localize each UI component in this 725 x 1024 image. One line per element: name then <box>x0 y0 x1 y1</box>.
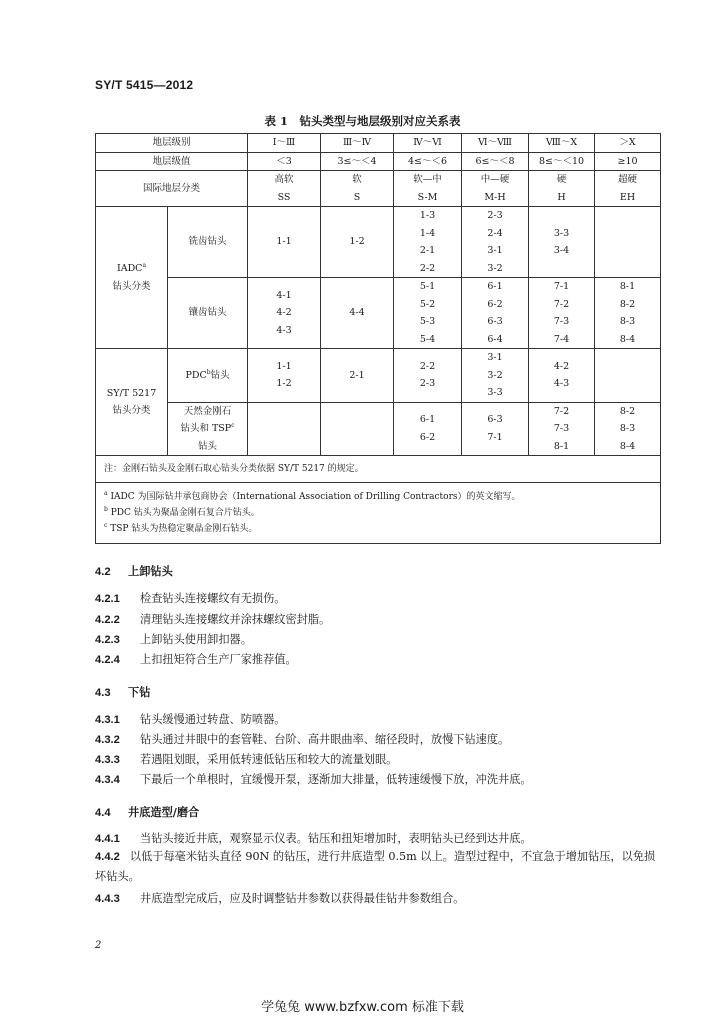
cell-line: 2-3 <box>419 378 436 390</box>
footnote-mark: c <box>231 421 235 429</box>
cell: ＞Ⅹ <box>595 134 661 153</box>
cell-line: 1-4 <box>419 227 436 239</box>
cell <box>394 207 462 278</box>
clause-text: 若遇阻划眼，采用低转速低钻压和较大的流量划眼。 <box>140 753 398 766</box>
cell <box>462 402 529 456</box>
clause-text: 当钻头接近井底，观察显示仪表。钻压和扭矩增加时，表明钻头已经到达井底。 <box>140 832 532 845</box>
cell: 8≤～＜10 <box>529 152 595 171</box>
footnote-mark: b <box>104 506 108 513</box>
cell <box>595 207 661 278</box>
clause <box>95 651 297 667</box>
cell-line: 7-4 <box>553 333 570 345</box>
cell-line: 7-3 <box>553 423 570 434</box>
cell <box>595 278 661 349</box>
cell-line: 3-4 <box>553 245 570 256</box>
clause <box>95 731 509 747</box>
cell-line: 1-2 <box>349 236 365 248</box>
clause-number: 4.2.4 <box>95 654 120 666</box>
cell <box>462 207 529 278</box>
cell-line: 3-1 <box>487 245 503 256</box>
cell-line: 软—中 <box>413 174 442 185</box>
clause <box>95 631 252 647</box>
cell-line: 超硬 <box>618 174 638 185</box>
cell-line: 高软 <box>274 174 294 185</box>
cell <box>248 402 321 456</box>
group-label-iadc <box>96 207 168 349</box>
group-label-line: IADC <box>116 263 143 274</box>
clause-number: 4.2.2 <box>95 614 120 626</box>
clause <box>95 751 397 767</box>
row-pdc <box>96 349 661 403</box>
cell-line: 7-2 <box>553 298 570 310</box>
table-footnotes <box>96 483 661 544</box>
cell-line: 1-2 <box>276 378 292 390</box>
cell-line: 5-2 <box>419 298 436 310</box>
cell-line: 2-3 <box>487 210 503 221</box>
cell-line: SS <box>277 191 291 203</box>
row-label: 国际地层分类 <box>96 171 248 207</box>
cell: 6≤～＜8 <box>462 152 529 171</box>
clause-text: 钻头缓慢通过转盘、防喷器。 <box>140 713 286 726</box>
cell-line: 1-1 <box>276 360 292 372</box>
cell-line: 4-2 <box>276 307 292 319</box>
cell: Ⅲ～Ⅳ <box>321 134 394 153</box>
cell-line: M-H <box>484 191 506 203</box>
footnote-mark: a <box>104 490 108 497</box>
cell-line: 6-4 <box>487 333 503 345</box>
group-label-line: SY/T 5217 <box>106 387 157 399</box>
section-number: 4.2 <box>95 566 111 578</box>
cell-line: 7-3 <box>553 316 570 327</box>
cell-line: 5-3 <box>419 316 436 327</box>
clause-number: 4.3.1 <box>95 714 120 726</box>
clause <box>95 847 660 886</box>
cell <box>248 278 321 349</box>
drill-bit-classification-table <box>95 133 661 544</box>
document-header: SY/T 5415—2012 <box>95 78 194 92</box>
row-formation-level <box>96 134 661 153</box>
footnote-mark: c <box>104 522 108 529</box>
site-footer: 学兔兔 www.bzfxw.com 标准下载 <box>261 1000 464 1015</box>
cell <box>394 171 462 207</box>
cell-line: 2-4 <box>487 227 503 239</box>
cell <box>529 207 595 278</box>
clause-number: 4.2.3 <box>95 634 120 646</box>
cell-line: 硬 <box>556 174 567 185</box>
clause-text: 钻头通过井眼中的套管鞋、台阶、高井眼曲率、缩径段时，放慢下钻速度。 <box>140 733 510 746</box>
bit-type-label: 铣齿钻头 <box>168 207 248 278</box>
row-formation-value <box>96 152 661 171</box>
clause <box>95 711 285 727</box>
footnote-mark: b <box>206 368 211 376</box>
cell-line: 4-4 <box>349 307 365 319</box>
clause-text: 下最后一个单根时，宜缓慢开泵，逐渐加大排量，低转速缓慢下放，冲洗井底。 <box>140 773 532 786</box>
row-diamond-tsp <box>96 402 661 456</box>
cell-line: 1-3 <box>419 210 436 221</box>
cell <box>529 402 595 456</box>
cell-line: 1-1 <box>276 236 292 248</box>
cell-line: 7-2 <box>553 405 570 417</box>
row-milled-tooth <box>96 207 661 278</box>
clause-text: 上扣扭矩符合生产厂家推荐值。 <box>140 653 297 666</box>
cell-line: 3-2 <box>487 262 503 274</box>
cell-line: 8-4 <box>619 333 636 345</box>
cell <box>394 402 462 456</box>
page-number: 2 <box>95 940 102 951</box>
cell <box>595 349 661 403</box>
cell <box>394 349 462 403</box>
cell-line: 6-3 <box>487 316 503 327</box>
table-caption: 表 1 钻头类型与地层级别对应关系表 <box>264 114 461 128</box>
cell-line: 5-1 <box>419 281 436 292</box>
cell <box>529 278 595 349</box>
cell-line: 8-4 <box>619 440 636 452</box>
cell-line: 4-3 <box>276 324 292 336</box>
footnote-text: PDC 钻头为聚晶金刚石复合片钻头。 <box>110 508 260 518</box>
cell <box>248 349 321 403</box>
row-footnotes <box>96 483 661 544</box>
cell-line: S-M <box>417 191 438 203</box>
group-label-line: 钻头分类 <box>112 280 151 292</box>
cell-line: 2-1 <box>349 369 365 381</box>
clause-text: 清理钻头连接螺纹并涂抹螺纹密封脂。 <box>140 613 331 626</box>
clause-number: 4.2.1 <box>95 593 120 605</box>
clause-number: 4.4.1 <box>95 833 120 845</box>
clause-number: 4.3.3 <box>95 754 120 766</box>
section-number: 4.3 <box>95 687 111 699</box>
footnote-text: IADC 为国际钻井承包商协会（International Association of Drilling Contractors）的英文缩写。 <box>110 492 521 502</box>
cell <box>529 171 595 207</box>
cell-line: 8-1 <box>619 281 636 292</box>
section-heading <box>95 684 150 700</box>
section-number: 4.4 <box>95 807 111 819</box>
cell-line: 4-3 <box>553 378 570 390</box>
clause <box>95 830 532 846</box>
cell <box>529 349 595 403</box>
cell-line: 6-1 <box>487 281 503 292</box>
cell-line: 6-1 <box>419 414 436 426</box>
row-intl-classification <box>96 171 661 207</box>
clause-text: 井底造型完成后，应及时调整钻井参数以获得最佳钻井参数组合。 <box>140 892 465 905</box>
bit-type-text: 天然金刚石 <box>183 405 232 417</box>
cell <box>462 278 529 349</box>
clause-number: 4.4.3 <box>95 893 120 905</box>
group-label-line: 钻头分类 <box>112 405 151 416</box>
cell-line: 软 <box>352 174 362 185</box>
clause <box>95 771 532 787</box>
cell <box>248 171 321 207</box>
table-note: 注：金刚石钻头及金刚石取心钻头分类依据 SY/T 5217 的规定。 <box>96 456 661 483</box>
cell: Ⅰ～Ⅲ <box>248 134 321 153</box>
bit-type-label <box>168 402 248 456</box>
bit-type-text: 钻头 <box>198 440 218 452</box>
bit-type-text: 钻头 <box>210 369 230 381</box>
cell-line: 8-3 <box>619 423 636 434</box>
clause-number: 4.3.2 <box>95 734 120 746</box>
cell <box>595 402 661 456</box>
section-title: 下钻 <box>128 685 151 699</box>
bit-type-text: 钻头和 TSP <box>180 423 232 434</box>
row-insert-tooth <box>96 278 661 349</box>
cell-line: 6-2 <box>419 431 436 443</box>
cell-line: 2-2 <box>419 360 436 372</box>
cell-line: EH <box>619 191 636 203</box>
cell-line: 6-3 <box>487 414 503 426</box>
clause <box>95 611 330 627</box>
cell <box>321 402 394 456</box>
cell: 3≤～＜4 <box>321 152 394 171</box>
bit-type-label <box>168 349 248 403</box>
cell-line: 8-3 <box>619 316 636 327</box>
cell-line: S <box>353 191 361 203</box>
cell-line: 3-2 <box>487 369 503 381</box>
group-label-syt <box>96 349 168 456</box>
section-heading <box>95 804 199 820</box>
cell-line: H <box>557 191 566 203</box>
cell-line: 8-2 <box>619 405 636 417</box>
cell <box>248 207 321 278</box>
cell-line: 2-2 <box>419 262 436 274</box>
cell: Ⅵ～Ⅷ <box>462 134 529 153</box>
clause-text: 上卸钻头使用卸扣器。 <box>140 633 252 646</box>
cell <box>595 171 661 207</box>
clause-number: 4.4.2 <box>95 851 120 863</box>
cell-line: 7-1 <box>553 281 570 292</box>
cell <box>321 349 394 403</box>
section-title: 上卸钻头 <box>128 564 173 578</box>
cell-line: 2-1 <box>419 245 436 256</box>
clause-text: 以低于每毫米钻头直径 90N 的钻压，进行井底造型 0.5m 以上。造型过程中，不宜急于增加钻压，以免损坏钻头。 <box>95 850 656 883</box>
cell <box>321 171 394 207</box>
cell <box>462 349 529 403</box>
cell-line: 7-1 <box>487 431 503 443</box>
cell: Ⅳ～Ⅵ <box>394 134 462 153</box>
cell-line: 4-2 <box>553 360 570 372</box>
cell <box>321 278 394 349</box>
cell: ＜3 <box>248 152 321 171</box>
cell: 4≤～＜6 <box>394 152 462 171</box>
cell-line: 4-1 <box>276 289 292 301</box>
cell <box>462 171 529 207</box>
cell-line: 3-3 <box>553 227 570 239</box>
footnote-mark: a <box>142 261 147 269</box>
cell: Ⅷ～Ⅹ <box>529 134 595 153</box>
cell <box>321 207 394 278</box>
cell-line: 3-1 <box>487 352 503 363</box>
cell-line: 8-1 <box>553 440 570 452</box>
clause <box>95 890 464 906</box>
section-heading <box>95 563 173 579</box>
clause-text: 检查钻头连接螺纹有无损伤。 <box>140 592 286 605</box>
row-label: 地层级值 <box>96 152 248 171</box>
cell-line: 3-3 <box>487 387 503 398</box>
row-label: 地层级别 <box>96 134 248 153</box>
bit-type-text: PDC <box>185 369 207 381</box>
cell-line: 8-2 <box>619 298 636 310</box>
section-title: 井底造型/磨合 <box>128 805 200 819</box>
footnote-text: TSP 钻头为热稳定聚晶金刚石钻头。 <box>110 524 258 534</box>
cell: ≥10 <box>595 152 661 171</box>
row-note <box>96 456 661 483</box>
cell <box>394 278 462 349</box>
cell-line: 中—硬 <box>480 174 510 185</box>
clause <box>95 590 285 606</box>
cell-line: 5-4 <box>419 333 436 345</box>
bit-type-label: 镶齿钻头 <box>168 278 248 349</box>
cell-line: 6-2 <box>487 298 503 310</box>
clause-number: 4.3.4 <box>95 774 120 786</box>
